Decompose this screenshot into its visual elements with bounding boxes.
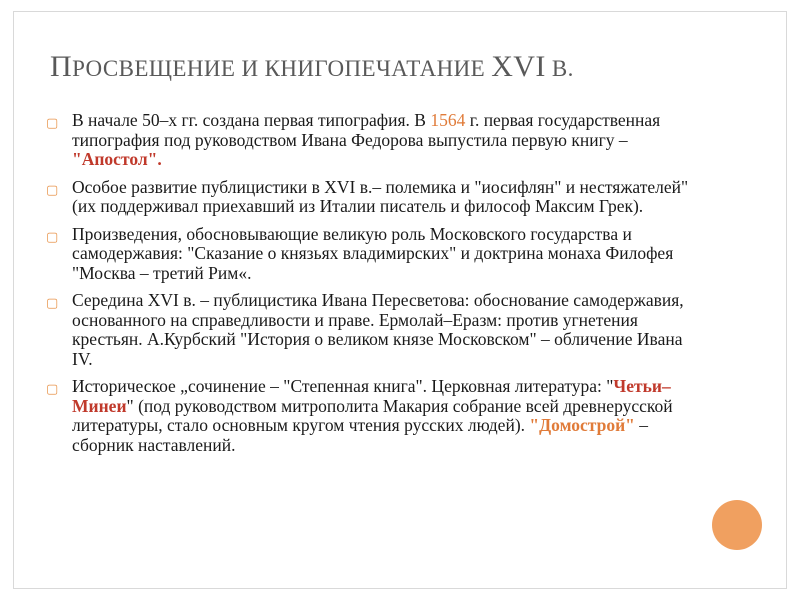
bullet-text-segment: г. первая государственная типография под руководством Ивана Федорова выпустила первую книгу –	[72, 110, 661, 150]
bullet-text-segment: Четьи–Минеи	[72, 376, 671, 416]
bullet-item	[46, 291, 696, 369]
bullet-text-segment: "Домострой"	[529, 415, 635, 435]
title-century: XVI	[491, 50, 546, 83]
square-bullet-icon: ▢	[46, 295, 59, 310]
bullet-item	[46, 225, 696, 284]
bullet-list	[46, 111, 696, 463]
bullet-text-segment: В начале 50–х гг. создана первая типография. В	[72, 110, 431, 130]
title-text: РОСВЕЩЕНИЕ И КНИГОПЕЧАТАНИЕ	[72, 56, 492, 81]
bullet-text-segment: "Апостол".	[72, 149, 162, 169]
title-initial: П	[50, 50, 73, 83]
bullet-item	[46, 111, 696, 170]
square-bullet-icon: ▢	[46, 181, 59, 197]
bullet-text-segment: Середина XVI в. – публицистика Ивана Пересветова: обоснование самодержавия, основанного на справедливости и праве. Ермолай–Еразм: против угнетения крестьян. А.Курбский "История о великом князе Московском" – обличение Ивана IV.	[72, 290, 684, 369]
bullet-text-segment: 1564	[430, 110, 466, 130]
bullet-text-segment: – сборник наставлений.	[72, 415, 649, 455]
slide-title	[50, 50, 574, 84]
title-suffix: В.	[545, 56, 574, 81]
square-bullet-icon: ▢	[46, 381, 59, 396]
bullet-text-segment: Историческое „сочинение – "Степенная книга". Церковная литература: "	[72, 376, 614, 396]
square-bullet-icon: ▢	[46, 228, 59, 244]
bullet-text-segment: " (под руководством митрополита Макария собрание всей древнерусской литературы, стало основным кругом чтения русских людей).	[72, 395, 673, 435]
bullet-text-segment: Особое развитие публицистики в XVI в.– полемика и "иосифлян" и нестяжателей" (их поддерживал приехавший из Италии писатель и философ Максим Грек).	[72, 176, 689, 216]
orange-circle-decoration	[712, 500, 762, 550]
bullet-item	[46, 377, 696, 455]
square-bullet-icon: ▢	[46, 115, 59, 130]
bullet-text-segment: Произведения, обосновывающие великую роль Московского государства и самодержавия: "Сказание о князьях владимирских" и доктрина монаха Филофея "Москва – третий Рим«.	[72, 223, 674, 283]
bullet-item	[46, 178, 696, 217]
